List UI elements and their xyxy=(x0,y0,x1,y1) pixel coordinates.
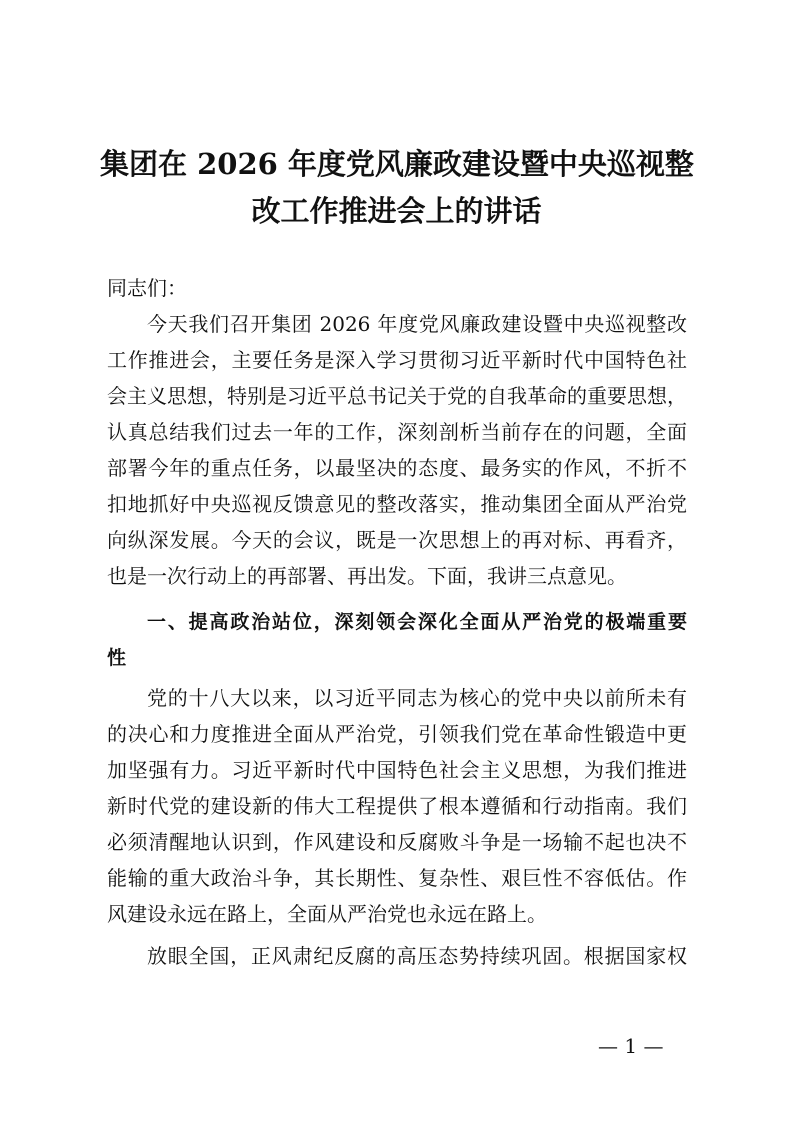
salutation: 同志们： xyxy=(107,276,187,300)
section-heading-1-line: 性 xyxy=(107,647,127,669)
document-title-line-1: 集团在 2026 年度党风廉政建设暨中央巡视整 xyxy=(100,147,694,181)
paragraph-2-line: 风建设永远在路上，全面从严治党也永远在路上。 xyxy=(107,902,547,926)
paragraph-2-line: 新时代党的建设新的伟大工程提供了根本遵循和行动指南。我们 xyxy=(107,794,687,818)
paragraph-2-line: 加坚强有力。习近平新时代中国特色社会主义思想，为我们推进 xyxy=(107,758,687,782)
paragraph-2-line: 能输的重大政治斗争，其长期性、复杂性、艰巨性不容低估。作 xyxy=(107,866,687,890)
document-title-line-2: 改工作推进会上的讲话 xyxy=(251,194,542,228)
paragraph-1-line: 扣地抓好中央巡视反馈意见的整改落实，推动集团全面从严治党 xyxy=(107,492,687,516)
section-heading-1-line: 一、提高政治站位，深刻领会深化全面从严治党的极端重要 xyxy=(147,611,687,633)
paragraph-1-line: 工作推进会，主要任务是深入学习贯彻习近平新时代中国特色社 xyxy=(107,348,687,372)
paragraph-1-line: 认真总结我们过去一年的工作，深刻剖析当前存在的问题，全面 xyxy=(107,420,687,444)
paragraph-1-line: 部署今年的重点任务，以最坚决的态度、最务实的作风，不折不 xyxy=(107,456,687,480)
paragraph-1-line: 会主义思想，特别是习近平总书记关于党的自我革命的重要思想， xyxy=(107,384,687,408)
paragraph-2-line: 党的十八大以来，以习近平同志为核心的党中央以前所未有 xyxy=(147,686,687,710)
paragraph-3-line: 放眼全国，正风肃纪反腐的高压态势持续巩固。根据国家权 xyxy=(147,944,687,968)
paragraph-1-line: 向纵深发展。今天的会议，既是一次思想上的再对标、再看齐， xyxy=(107,528,687,552)
paragraph-2-line: 的决心和力度推进全面从严治党，引领我们党在革命性锻造中更 xyxy=(107,722,687,746)
paragraph-2-line: 必须清醒地认识到，作风建设和反腐败斗争是一场输不起也决不 xyxy=(107,830,687,854)
paragraph-1-line: 也是一次行动上的再部署、再出发。下面，我讲三点意见。 xyxy=(107,564,627,588)
paragraph-1-line: 今天我们召开集团 2026 年度党风廉政建设暨中央巡视整改 xyxy=(147,312,687,336)
page-number: — 1 — xyxy=(598,1034,664,1058)
